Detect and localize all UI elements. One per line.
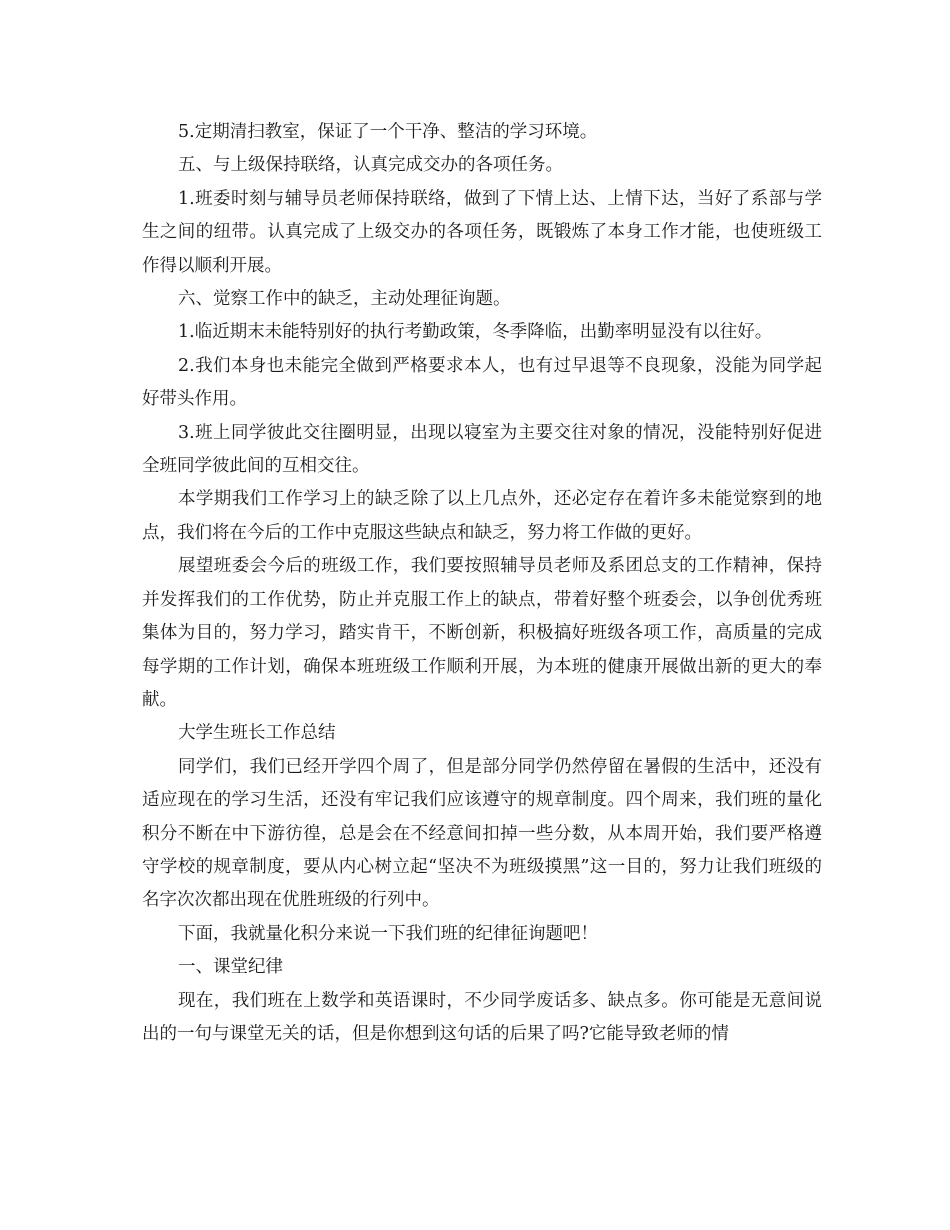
paragraph-liaison: 1.班委时刻与辅导员老师保持联络，做到了下情上达、上情下达，当好了系部与学生之间的纽带。认真完成了上级交办的各项任务，既锻炼了本身工作才能，也使班级工作得以顺利开展。	[142, 188, 822, 276]
paragraph-shortcoming-1: 1.临近期末未能特别好的执行考勤政策，冬季降临，出勤率明显没有以往好。	[178, 322, 773, 343]
section-heading-six: 六、觉察工作中的缺乏，主动处理征询题。	[178, 289, 511, 310]
paragraph-transition: 下面，我就量化积分来说一下我们班的纪律征询题吧！	[178, 923, 598, 944]
paragraph-opening: 同学们，我们已经开学四个周了，但是部分同学仍然停留在暑假的生活中，还没有适应现在的学习生活，还没有牢记我们应该遵守的规章制度。四个周来，我们班的量化积分不断在中下游彷徨，总是会在不经意间扣掉一些分数，从本周开始，我们要严格遵守学校的规章制度，要从内心树立起“坚决不为班级摸黑”这一目的，努力让我们班级的名字次次都出现在优胜班级的行列中。	[142, 756, 822, 911]
paragraph-shortcoming-3: 3.班上同学彼此交往圈明显，出现以寝室为主要交往对象的情况，没能特别好促进全班同学彼此间的互相交往。	[142, 422, 822, 477]
section-heading-five: 五、与上级保持联络，认真完成交办的各项任务。	[178, 155, 563, 176]
document-subtitle: 大学生班长工作总结	[178, 723, 336, 744]
paragraph-item-5: 5.定期清扫教室，保证了一个干净、整洁的学习环境。	[178, 122, 598, 142]
paragraph-outlook: 展望班委会今后的班级工作，我们要按照辅导员老师及系团总支的工作精神，保持并发挥我们的工作优势，防止并克服工作上的缺点，带着好整个班委会，以争创优秀班集体为目的，努力学习，踏实肯干，不断创新，积极搞好班级各项工作，高质量的完成每学期的工作计划，确保本班班级工作顺利开展，为本班的健康开展做出新的更大的奉献。	[142, 556, 822, 710]
paragraph-shortcoming-2: 2.我们本身也未能完全做到严格要求本人，也有过早退等不良现象，没能为同学起好带头作用。	[142, 355, 822, 410]
document-body	[142, 116, 822, 1051]
paragraph-semester-summary: 本学期我们工作学习上的缺乏除了以上几点外，还必定存在着许多未能觉察到的地点，我们将在今后的工作中克服这些缺点和缺乏，努力将工作做的更好。	[142, 489, 822, 543]
section-heading-classroom: 一、课堂纪律	[178, 957, 283, 978]
paragraph-classroom: 现在，我们班在上数学和英语课时，不少同学废话多、缺点多。你可能是无意间说出的一句与课堂无关的话，但是你想到这句话的后果了吗?它能导致老师的情	[142, 990, 822, 1044]
